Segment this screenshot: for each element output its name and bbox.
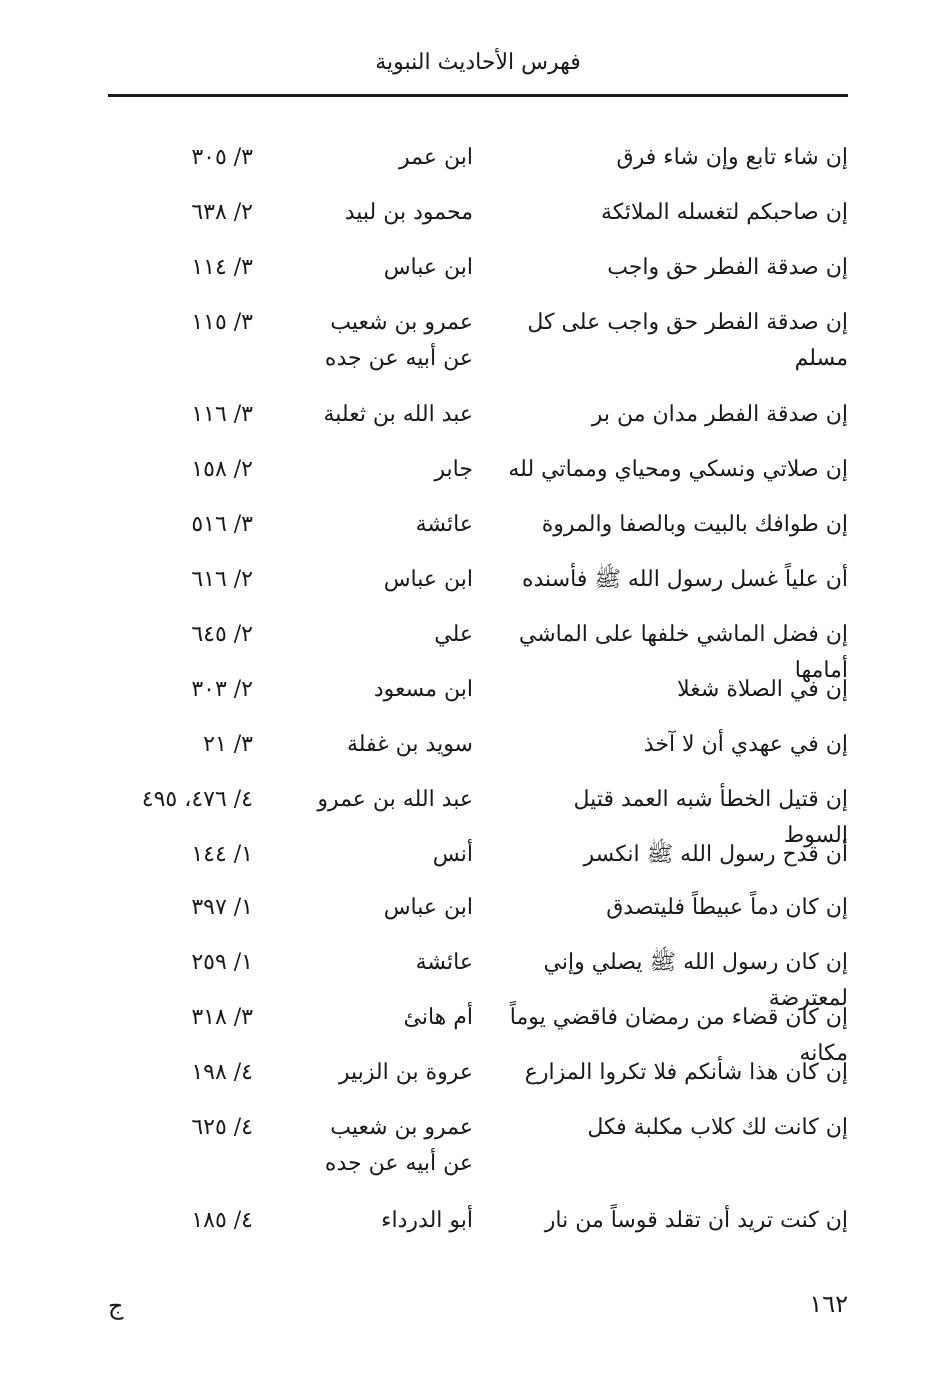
volume-page-reference: ٢/ ٣٠٣ [191,677,253,702]
narrator [313,452,473,488]
narrator-name: أم هانئ [403,1005,473,1030]
narrator-name: عمرو بن شعيب [330,310,473,335]
volume-page-reference: ٣/ ٢١ [203,732,253,757]
volume-page-reference: ٤/ ١٩٨ [191,1060,253,1085]
narrator-name: أنس [432,842,473,867]
volume-page-reference: ٣/ ١١٦ [191,402,253,427]
hadith-text: إن كانت لك كلاب مكلبة فكل [587,1115,848,1140]
narrator [313,195,473,231]
narrator-name: عمرو بن شعيب [330,1115,473,1140]
volume-page-reference: ٢/ ٦٣٨ [191,200,253,225]
narrator [313,1000,473,1036]
narrator [313,782,473,818]
hadith-text: إن كان دماً عبيطاً فليتصدق [606,895,848,920]
header-divider [108,94,848,97]
hadith-text: إن طوافك بالبيت وبالصفا والمروة [541,512,848,537]
volume-page-reference: ٣/ ١١٥ [191,310,253,335]
hadith-text: أن قدح رسول الله ﷺ انكسر [583,842,848,867]
hadith-text: أن علياً غسل رسول الله ﷺ فأسنده [521,567,848,592]
narrator-name: عبد الله بن عمرو [317,787,473,812]
hadith-text: إن في الصلاة شغلا [677,677,848,702]
page-number: ١٦٢ [809,1290,848,1318]
narrator-name: عروة بن الزبير [338,1060,473,1085]
hadith-text: إن في عهدي أن لا آخذ [643,732,848,757]
narrator-name: عائشة [415,950,473,975]
narrator [313,250,473,286]
signature-mark: ج [108,1292,124,1320]
hadith-text: إن كان قضاء من رمضان فاقضي يوماً مكانه [509,1005,848,1066]
narrator-name: عبد الله بن ثعلبة [323,402,473,427]
narrator-name: أبو الدرداء [381,1208,473,1233]
narrator [313,1055,473,1091]
narrator [313,1203,473,1239]
volume-page-reference: ٣/ ١١٤ [191,255,253,280]
narrator-name: جابر [434,457,473,482]
hadith-text: إن صلاتي ونسكي ومحياي ومماتي لله [508,457,848,482]
narrator-name: عائشة [415,512,473,537]
volume-page-reference: ٢/ ١٥٨ [191,457,253,482]
hadith-text: إن صاحبكم لتغسله الملائكة [600,200,848,225]
narrator [313,562,473,598]
narrator [313,305,473,377]
narrator [313,140,473,176]
hadith-text: إن كان رسول الله ﷺ يصلي وإني لمعترضة [543,950,848,1011]
hadith-text: إن صدقة الفطر حق واجب [607,255,848,280]
narrator-name: علي [434,622,473,647]
hadith-text: إن كان هذا شأنكم فلا تكروا المزارع [524,1060,848,1085]
hadith-text: إن صدقة الفطر مدان من بر [591,402,848,427]
volume-page-reference: ٣/ ٥١٦ [191,512,253,537]
narrator-name: محمود بن لبيد [344,200,473,225]
volume-page-reference: ٣/ ٣١٨ [191,1005,253,1030]
hadith-text: إن قتيل الخطأ شبه العمد قتيل السوط [573,787,848,848]
hadith-text: إن شاء تابع وإن شاء فرق [616,145,848,170]
narrator-chain: عن أبيه عن جده [324,1151,473,1176]
hadith-text: إن فضل الماشي خلفها على الماشي أمامها [518,622,848,683]
narrator-chain: عن أبيه عن جده [324,346,473,371]
narrator [313,397,473,433]
narrator [313,945,473,981]
volume-page-reference: ١/ ٢٥٩ [191,950,253,975]
narrator [313,507,473,543]
volume-page-reference: ٢/ ٦١٦ [191,567,253,592]
narrator [313,727,473,763]
narrator-name: ابن عباس [383,255,473,280]
volume-page-reference: ٤/ ٤٧٦، ٤٩٥ [141,787,253,812]
narrator [313,617,473,653]
volume-page-reference: ٤/ ١٨٥ [191,1208,253,1233]
narrator-name: ابن مسعود [373,677,473,702]
volume-page-reference: ٢/ ٦٤٥ [191,622,253,647]
narrator-name: ابن عباس [383,567,473,592]
hadith-text: إن كنت تريد أن تقلد قوساً من نار [544,1208,848,1233]
narrator [313,672,473,708]
narrator-name: ابن عباس [383,895,473,920]
volume-page-reference: ١/ ١٤٤ [191,842,253,867]
narrator [313,837,473,873]
narrator [313,890,473,926]
narrator-name: ابن عمر [399,145,473,170]
narrator-name: سويد بن غفلة [346,732,473,757]
page-header-title: فهرس الأحاديث النبوية [375,50,581,75]
hadith-text: إن صدقة الفطر حق واجب على كل مسلم [527,310,848,371]
volume-page-reference: ٣/ ٣٠٥ [191,145,253,170]
narrator [313,1110,473,1182]
volume-page-reference: ٤/ ٦٢٥ [191,1115,253,1140]
volume-page-reference: ١/ ٣٩٧ [191,895,253,920]
